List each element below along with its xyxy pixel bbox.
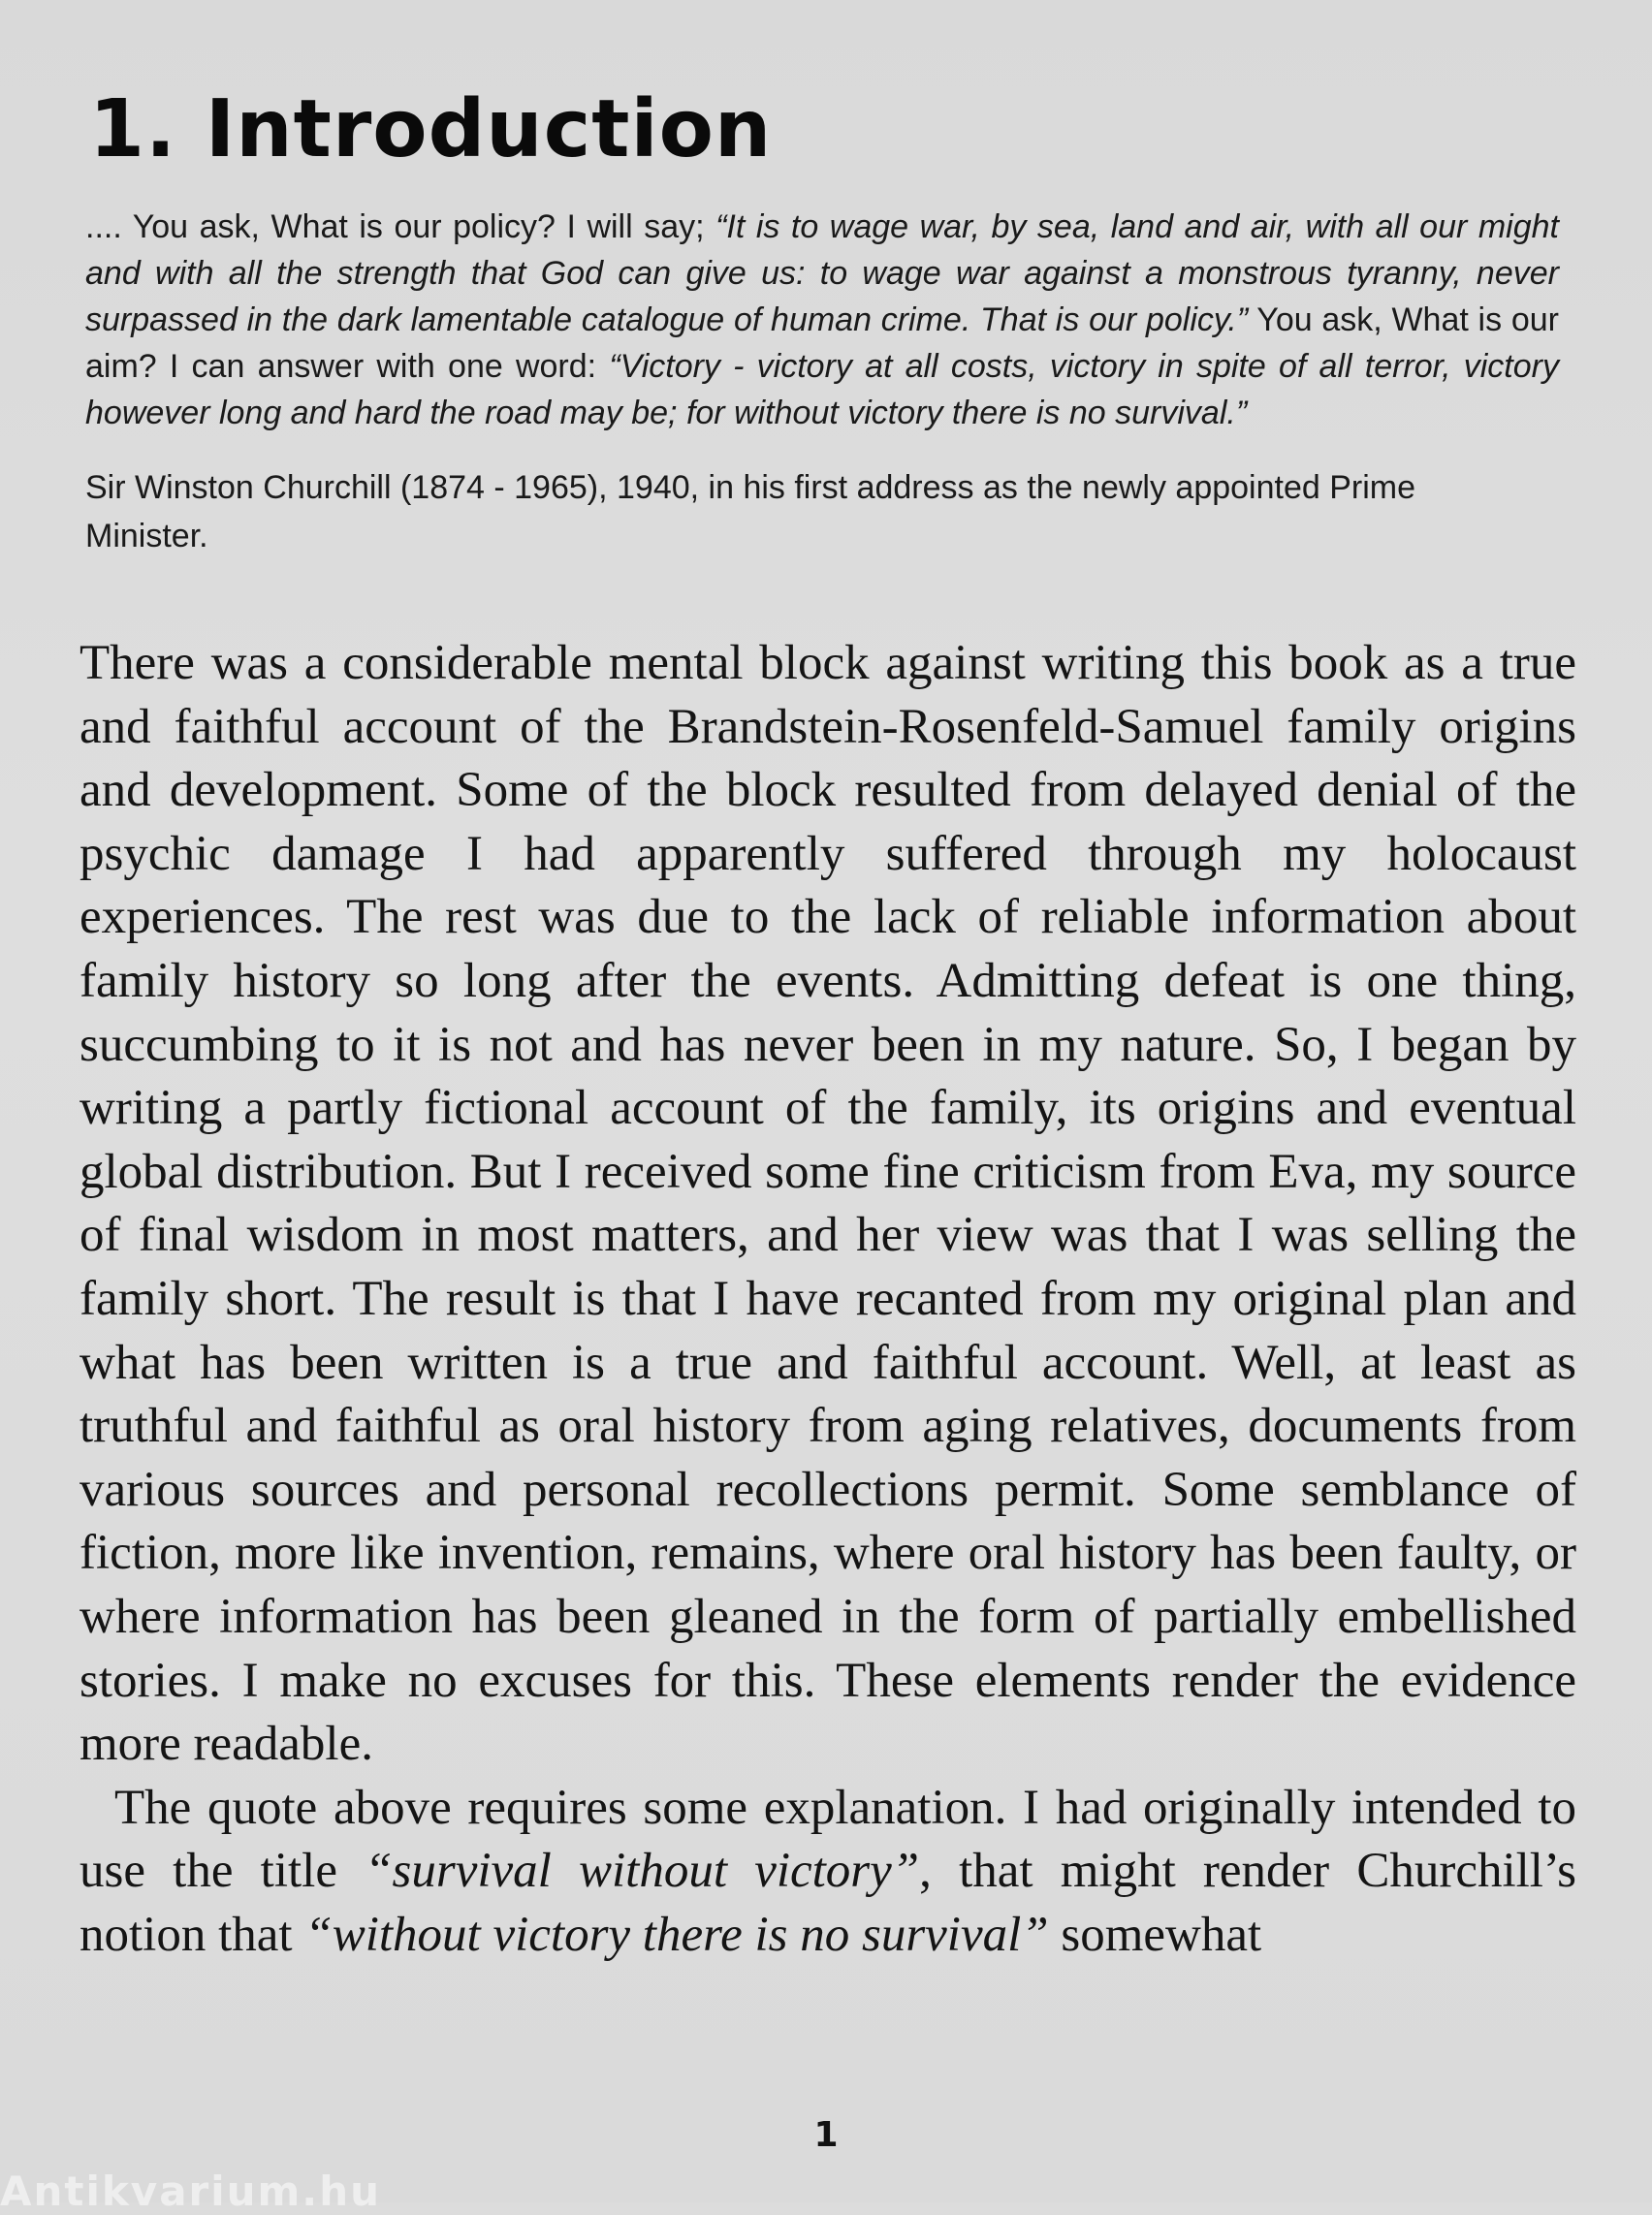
epigraph-attribution: Sir Winston Churchill (1874 - 1965), 1940, in his first address as the newly appointed Prime Minister. [85,469,1416,554]
body-text [79,632,1576,1967]
paragraph-2-text-b: , that might render Churchill’s notion that [79,1844,1576,1962]
epigraph-middle: You ask, What is our aim? I can answer with one word: [85,301,1559,385]
epigraph-quote-aim: “Victory - victory at all costs, victory in spite of all terror, victory however long and hard the road may be; for without victory there is no survival.” [85,348,1559,431]
paragraph-2-quote-churchill: “without victory there is no survival” [304,1907,1049,1962]
paragraph-2-quote-title: “survival without victory” [365,1844,920,1899]
epigraph-quote-policy: “It is to wage war, by sea, land and air, with all our might and with all the strength that God can give us: to wage war against a monstrous tyranny, never surpassed in the dark lamentable catalogue of human crime. That is our policy.” [85,208,1559,338]
chapter-heading: 1. Introduction [89,83,773,175]
paragraph-2-text-c: somewhat [1048,1907,1262,1962]
epigraph-quote [85,204,1559,436]
paragraph-2-text-a: The quote above requires some explanation. I had originally intended to use the title [79,1780,1576,1899]
body-paragraph-1: There was a considerable mental block against writing this book as a true and faithful account of the Brandstein-Rosenfeld-Samuel family origins and development. Some of the block resulted from delayed denial of the psychic damage I had apparently suffered through my holocaust experiences. The rest was due to the lack of reliable information about family history so long after the events. Admitting defeat is one thing, succumbing to it is not and has never been in my nature. So, I began by writing a partly fictional account of the family, its origins and eventual global distribution. But I received some fine criticism from Eva, my source of final wisdom in most matters, and her view was that I was selling the family short. The result is that I have recanted from my original plan and what has been written is a true and faithful account. Well, at least as truthful and faithful as oral history from aging relatives, documents from various sources and personal recollections permit. Some semblance of fiction, more like invention, remains, where oral history has been faulty, or where information has been gleaned in the form of partially embellished stories. I make no excuses for this. These elements render the evidence more readable. [79,636,1576,1772]
epigraph-lead: .... You ask, What is our policy? I will say; [85,208,716,245]
body-paragraph-2 [79,1777,1576,1968]
watermark: Antikvarium.hu [0,2168,382,2215]
page-number: 1 [813,2115,839,2155]
